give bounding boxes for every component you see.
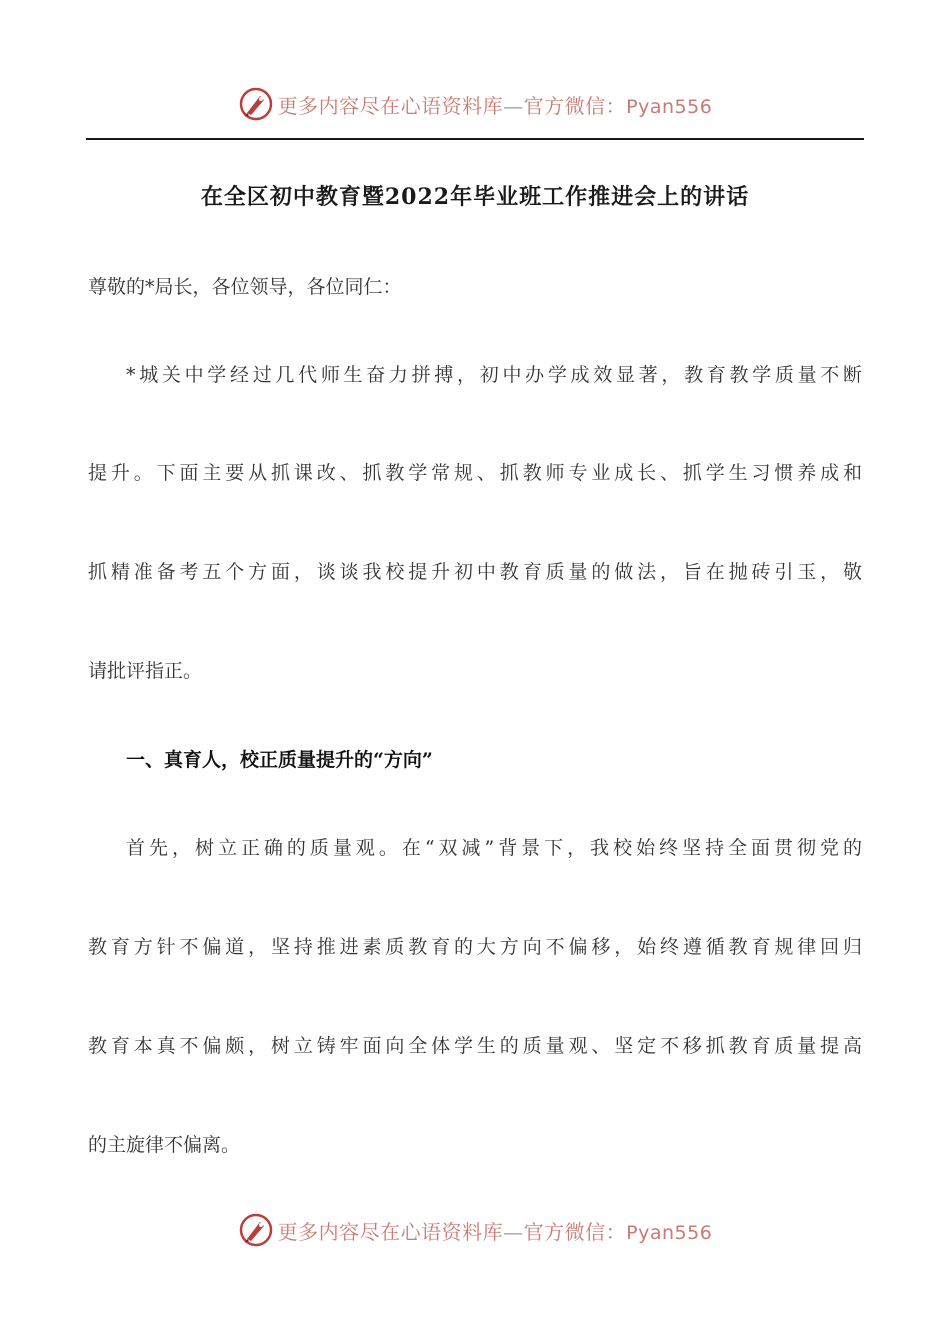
banner-separator: —: [503, 1219, 524, 1244]
banner-text: [278, 90, 713, 119]
banner-main-text: 更多内容尽在心语资料库: [277, 93, 504, 118]
banner-wechat-label: 官方微信：: [523, 1219, 627, 1244]
banner-wechat-id: Pyan556: [626, 1221, 713, 1244]
banner-text: [278, 1216, 713, 1245]
footer-banner: [0, 1210, 950, 1250]
paragraph1-line: *城关中学经过几代师生奋力拼搏，初中办学成效显著，教育教学质量不断: [126, 364, 862, 386]
banner-main-text: 更多内容尽在心语资料库: [277, 1219, 504, 1244]
salutation: 尊敬的*局长，各位领导，各位同仁：: [88, 276, 402, 298]
pen-nib-logo-icon: [238, 86, 274, 122]
banner-wechat-id: Pyan556: [626, 95, 713, 118]
paragraph2-line: 教育本真不偏颇，树立铸牢面向全体学生的质量观、坚定不移抓教育质量提高: [88, 1035, 862, 1057]
header-divider: [86, 138, 864, 140]
document-title: 在全区初中教育暨2022年毕业班工作推进会上的讲话: [200, 184, 750, 210]
paragraph2-line: 首先，树立正确的质量观。在“双减”背景下，我校始终坚持全面贯彻党的: [126, 837, 862, 859]
paragraph2-line: 教育方针不偏道，坚持推进素质教育的大方向不偏移，始终遵循教育规律回归: [88, 936, 862, 958]
paragraph1-line: 抓精准备考五个方面，谈谈我校提升初中教育质量的做法，旨在抛砖引玉，敬: [88, 561, 862, 583]
banner-wechat-label: 官方微信：: [523, 93, 627, 118]
section-heading: 一、真育人，校正质量提升的“方向”: [126, 749, 433, 771]
paragraph1-line: 提升。下面主要从抓课改、抓教学常规、抓教师专业成长、抓学生习惯养成和: [88, 462, 862, 484]
header-banner: [0, 84, 950, 124]
banner-separator: —: [503, 93, 524, 118]
paragraph1-line: 请批评指正。: [88, 660, 203, 682]
pen-nib-logo-icon: [238, 1212, 274, 1248]
paragraph2-line: 的主旋律不偏离。: [88, 1134, 241, 1156]
